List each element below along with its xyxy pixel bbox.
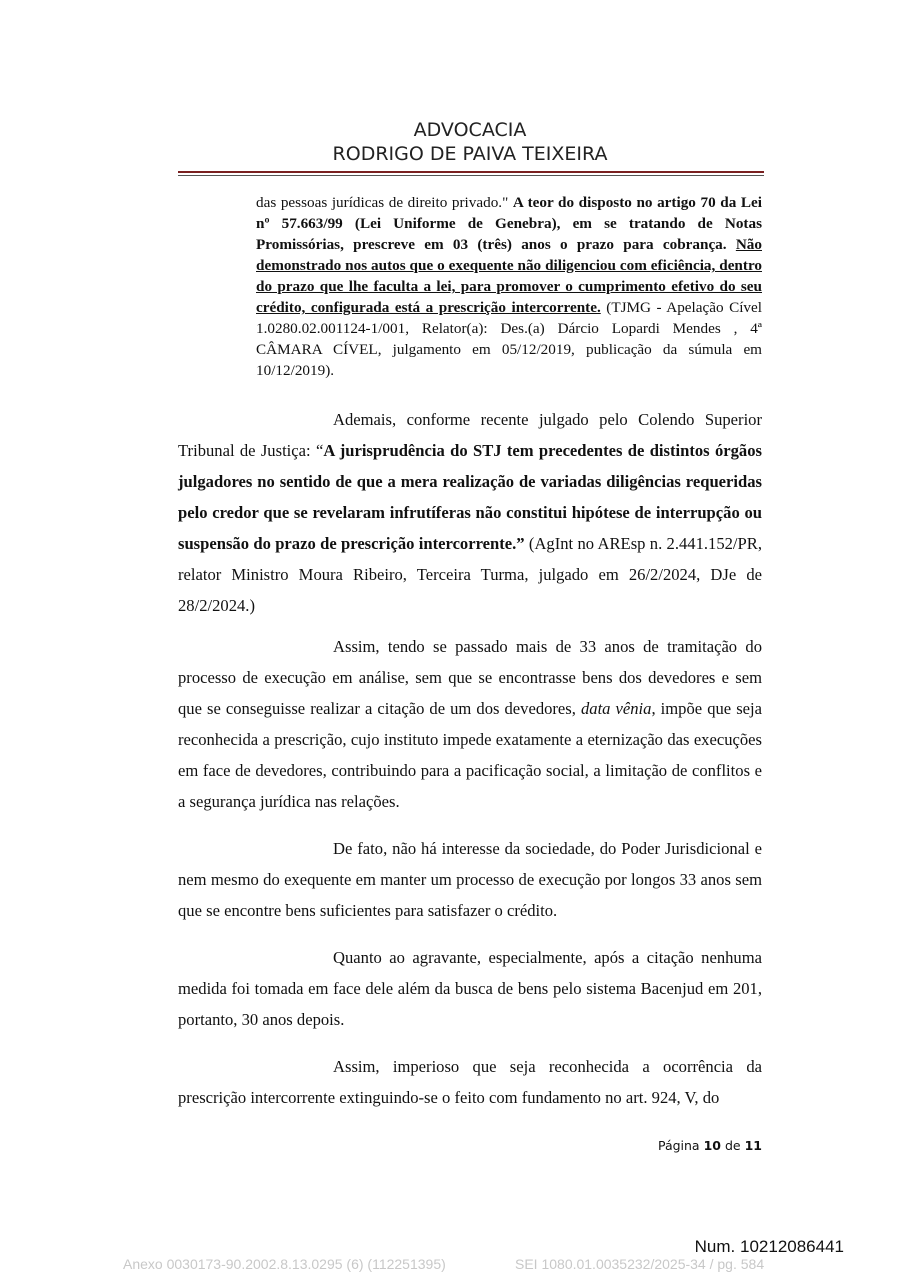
p1-bold-quote: A jurisprudência do STJ tem precedentes de distintos órgãos julgadores no sentido de que a mera realização de variadas diligências requeridas pelo credor que se revelaram infrutíferas não constitui hipótese de interrupção ou suspensão do prazo de prescrição intercorrente.” <box>178 441 762 553</box>
block-quote <box>256 192 762 381</box>
p2-text-1: Assim, tendo se passado mais de 33 anos de tramitação do processo de execução em análise, sem que se encontrasse bens dos devedores e sem que se conseguisse realizar a citação de um dos devedores, <box>178 637 762 718</box>
page-current: 10 <box>703 1138 721 1153</box>
paragraph-3: De fato, não há interesse da sociedade, do Poder Jurisdicional e nem mesmo do exequente em manter um processo de execução por longos 33 anos sem que se encontre bens suficientes para satisfazer o crédito. <box>178 839 762 920</box>
page-sep: de <box>724 1138 741 1153</box>
footer-left: Anexo 0030173-90.2002.8.13.0295 (6) (112251395) <box>123 1256 446 1272</box>
header-rule <box>178 171 764 173</box>
p2-text-2: , impõe que seja reconhecida a prescrição, cujo instituto impede exatamente a eternização das execuções em face de devedores, contribuindo para a pacificação social, a limitação de conflitos e a segurança jurídica nas relações. <box>178 699 763 811</box>
paragraph-1 <box>178 404 762 621</box>
quote-citation: (TJMG - Apelação Cível 1.0280.02.001124-1/001, Relator(a): Des.(a) Dárcio Lopardi Mendes , 4ª CÂMARA CÍVEL, julgamento em 05/12/2019, publicação da súmula em 10/12/2019). <box>256 299 762 379</box>
letterhead <box>0 118 910 166</box>
p1-text-1: Ademais, conforme recente julgado pelo Colendo Superior Tribunal de Justiça: “ <box>178 410 762 460</box>
header-rule-thin <box>178 175 764 176</box>
footer-right: SEI 1080.01.0035232/2025-34 / pg. 584 <box>515 1256 765 1272</box>
paragraph-5: Assim, imperioso que seja reconhecida a ocorrência da prescrição intercorrente extinguindo-se o feito com fundamento no art. 924, V, do <box>178 1057 762 1107</box>
document-number-stamp: Num. 10212086441 <box>694 1237 844 1256</box>
page-number <box>600 1138 762 1153</box>
letterhead-line-2: RODRIGO DE PAIVA TEIXEIRA <box>332 143 608 165</box>
quote-underlined-bold: Não demonstrado nos autos que o exequente não diligenciou com eficiência, dentro do prazo que lhe faculta a lei, para promover o cumprimento efetivo do seu crédito, configurada está a prescrição intercorrente. <box>256 236 762 316</box>
page-label: Página <box>657 1138 700 1153</box>
p2-italic: data vênia <box>580 699 652 718</box>
page-total: 11 <box>744 1138 762 1153</box>
letterhead-line-1: ADVOCACIA <box>413 119 527 141</box>
quote-text-1: das pessoas jurídicas de direito privado." <box>256 194 513 211</box>
paragraph-2 <box>178 631 762 817</box>
quote-bold-1: A teor do disposto no artigo 70 da Lei nº 57.663/99 (Lei Uniforme de Genebra), em se tratando de Notas Promissórias, prescreve em 03 (três) anos o prazo para cobrança. <box>256 194 762 253</box>
p1-citation: (AgInt no AREsp n. 2.441.152/PR, relator Ministro Moura Ribeiro, Terceira Turma, julgado em 26/2/2024, DJe de 28/2/2024.) <box>178 534 762 615</box>
paragraph-4: Quanto ao agravante, especialmente, após a citação nenhuma medida foi tomada em face dele além da busca de bens pelo sistema Bacenjud em 201, portanto, 30 anos depois. <box>178 948 762 1029</box>
